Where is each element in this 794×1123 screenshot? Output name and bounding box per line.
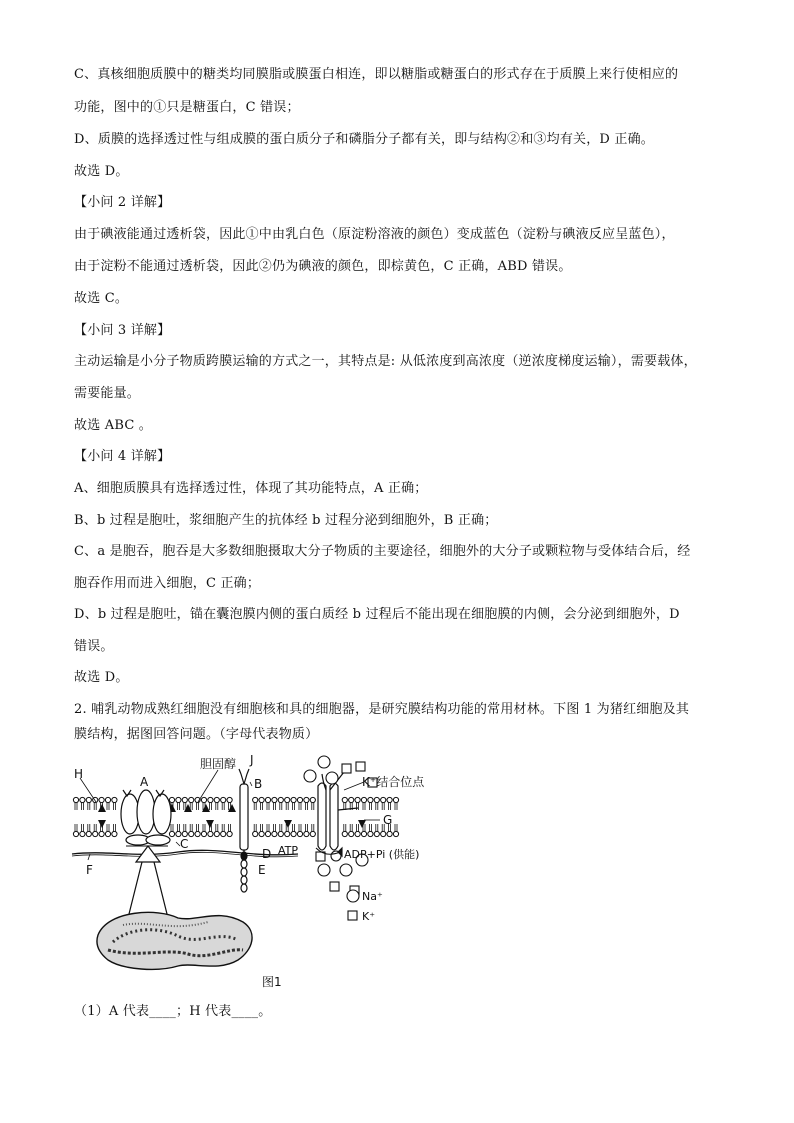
phospholipid: [349, 824, 354, 837]
text-line: C、真核细胞质膜中的糖类均同膜脂或膜蛋白相连，即以糖脂或糖蛋白的形式存在于质膜上来行使相应的: [74, 67, 679, 82]
text-line: 由于淀粉不能通过透析袋，因此②仍为碘液的颜色，即棕黄色，C 正确，ABD 错误。: [74, 259, 572, 274]
label-k: K⁺: [362, 910, 376, 923]
phospholipid: [393, 824, 398, 837]
membrane-figure: [68, 750, 448, 1000]
phospholipid: [73, 824, 78, 837]
phospholipid: [80, 824, 85, 837]
label-adp: ADP+Pi (供能): [344, 848, 420, 861]
phospholipid: [361, 797, 366, 810]
phospholipid: [297, 824, 302, 837]
text-line: 由于碘液能通过透析袋，因此①中由乳白色（原淀粉溶液的颜色）变成蓝色（淀粉与碘液反应呈蓝色），: [74, 227, 675, 242]
phospholipid: [342, 797, 347, 810]
label-b: B: [254, 777, 263, 791]
magnification-arrow: [128, 846, 168, 918]
phospholipid: [201, 824, 206, 837]
label-na: Na⁺: [362, 890, 383, 903]
label-c: C: [180, 837, 189, 851]
phospholipid: [214, 824, 219, 837]
transport-protein-g: [318, 772, 358, 850]
phospholipid: [80, 797, 85, 810]
text-line: A、细胞质膜具有选择透过性，体现了其功能特点，A 正确；: [74, 481, 428, 496]
text-line: 错误。: [74, 639, 114, 654]
phospholipid: [93, 797, 98, 810]
label-cholesterol: 胆固醇: [200, 757, 237, 771]
protein-b: [239, 769, 249, 892]
phospholipid: [221, 797, 226, 810]
text-line: 需要能量。: [74, 386, 141, 401]
red-blood-cell: [97, 912, 252, 969]
text-line: 故选 D。: [74, 164, 129, 179]
label-k-binding-site: K⁺结合位点: [362, 775, 425, 789]
section-heading: 【小问 3 详解】: [74, 323, 171, 338]
phospholipid: [355, 824, 360, 837]
section-heading: 【小问 2 详解】: [74, 195, 171, 210]
phospholipid: [342, 824, 347, 837]
label-f: F: [86, 863, 93, 877]
phospholipid: [291, 824, 296, 837]
phospholipid: [86, 824, 91, 837]
phospholipid: [368, 824, 373, 837]
phospholipid: [176, 797, 181, 810]
phospholipid: [374, 797, 379, 810]
phospholipid: [259, 797, 264, 810]
phospholipid: [310, 797, 315, 810]
phospholipid: [73, 797, 78, 810]
question-1: （1）A 代表____；H 代表____。: [74, 1004, 272, 1019]
text-line: D、b 过程是胞吐，锚在囊泡膜内侧的蛋白质经 b 过程后不能出现在细胞膜的内侧，会分泌到细胞外，D: [74, 607, 680, 622]
phospholipid: [374, 824, 379, 837]
label-h: H: [74, 767, 84, 781]
question-stem: 膜结构，据图回答问题。（字母代表物质）: [74, 727, 319, 742]
phospholipid: [393, 797, 398, 810]
text-line: 故选 ABC 。: [74, 418, 152, 433]
phospholipid: [285, 797, 290, 810]
phospholipid: [105, 824, 110, 837]
protein-a: [121, 790, 171, 845]
label-a: A: [140, 775, 149, 789]
phospholipid: [381, 797, 386, 810]
text-line: 功能，图中的①只是糖蛋白，C 错误；: [74, 100, 300, 115]
label-e: E: [258, 863, 266, 877]
phospholipid: [227, 824, 232, 837]
phospholipid: [86, 797, 91, 810]
phospholipid: [272, 824, 277, 837]
phospholipid: [265, 797, 270, 810]
phospholipid: [214, 797, 219, 810]
phospholipid: [253, 824, 258, 837]
phospholipid: [112, 797, 117, 810]
phospholipid: [182, 824, 187, 837]
label-g: G: [383, 813, 393, 827]
k-legend-icon: [348, 911, 357, 920]
text-line: 主动运输是小分子物质跨膜运输的方式之一，其特点是: 从低浓度到高浓度（逆浓度梯度运输），需要载体，: [74, 354, 697, 369]
figure-caption: 图1: [262, 975, 282, 989]
text-line: 故选 C。: [74, 291, 129, 306]
label-j: J: [250, 753, 254, 767]
phospholipid: [278, 797, 283, 810]
phospholipid: [278, 824, 283, 837]
phospholipid: [208, 797, 213, 810]
label-d: D: [262, 847, 272, 861]
phospholipid: [272, 797, 277, 810]
phospholipid: [253, 797, 258, 810]
phospholipid: [304, 824, 309, 837]
phospholipid: [112, 824, 117, 837]
phospholipid: [169, 824, 174, 837]
text-line: 故选 D。: [74, 670, 129, 685]
phospholipid: [221, 824, 226, 837]
phospholipid: [291, 797, 296, 810]
phospholipid: [297, 797, 302, 810]
phospholipid: [310, 824, 315, 837]
text-line: B、b 过程是胞吐，浆细胞产生的抗体经 b 过程分泌到细胞外，B 正确；: [74, 513, 498, 528]
text-line: 胞吞作用而进入细胞，C 正确；: [74, 576, 261, 591]
text-line: D、质膜的选择透过性与组成膜的蛋白质分子和磷脂分子都有关，即与结构②和③均有关，D 正确。: [74, 132, 654, 147]
phospholipid: [195, 824, 200, 837]
na-legend-icon: [347, 890, 359, 902]
phospholipid: [265, 824, 270, 837]
phospholipid: [304, 797, 309, 810]
phospholipid: [176, 824, 181, 837]
phospholipid: [368, 797, 373, 810]
question-stem: 2. 哺乳动物成熟红细胞没有细胞核和具的细胞器，是研究膜结构功能的常用材林。下图 1 为猪红细胞及其: [74, 702, 690, 717]
phospholipid: [189, 824, 194, 837]
phospholipid: [93, 824, 98, 837]
phospholipid: [105, 797, 110, 810]
label-atp: ATP: [278, 844, 299, 857]
text-line: C、a 是胞吞，胞吞是大多数细胞摄取大分子物质的主要途径，细胞外的大分子或颗粒物与受体结合后，经: [74, 544, 691, 559]
section-heading: 【小问 4 详解】: [74, 449, 171, 464]
phospholipid: [387, 797, 392, 810]
phospholipid: [259, 824, 264, 837]
